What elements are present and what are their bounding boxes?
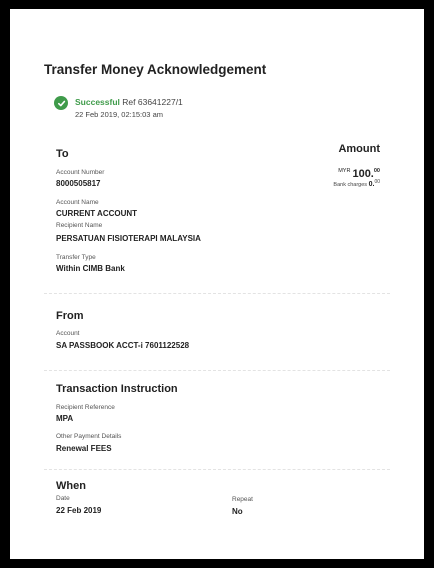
from-heading: From <box>56 310 84 322</box>
repeat-label: Repeat <box>232 496 253 503</box>
acknowledgement-page <box>10 9 424 559</box>
section-divider <box>44 469 390 470</box>
recipient-reference-label: Recipient Reference <box>56 404 115 411</box>
date-value: 22 Feb 2019 <box>56 506 102 515</box>
transfer-type-label: Transfer Type <box>56 254 96 261</box>
to-heading: To <box>56 148 69 160</box>
when-heading: When <box>56 480 86 492</box>
recipient-reference-value: MPA <box>56 414 74 423</box>
status-line <box>75 97 183 107</box>
instruction-heading: Transaction Instruction <box>56 383 178 395</box>
account-number-label: Account Number <box>56 169 105 176</box>
repeat-value: No <box>232 507 243 516</box>
bank-charges <box>333 179 380 188</box>
amount-heading: Amount <box>338 143 380 155</box>
section-divider <box>44 370 390 371</box>
bank-charges-cents: 00 <box>374 179 380 185</box>
from-account-label: Account <box>56 330 80 337</box>
other-details-label: Other Payment Details <box>56 433 122 440</box>
other-details-value: Renewal FEES <box>56 444 112 453</box>
transfer-type-value: Within CIMB Bank <box>56 264 125 273</box>
bank-charges-whole: 0. <box>368 180 375 188</box>
account-name-value: CURRENT ACCOUNT <box>56 209 138 218</box>
status-label: Successful <box>75 97 120 107</box>
amount-currency: MYR <box>338 168 351 174</box>
amount-cents: 00 <box>373 168 380 174</box>
account-number-value: 8000505817 <box>56 179 101 188</box>
recipient-name-value: PERSATUAN FISIOTERAPI MALAYSIA <box>56 234 201 243</box>
account-name-label: Account Name <box>56 199 99 206</box>
from-account-value: SA PASSBOOK ACCT-i 7601122528 <box>56 341 190 350</box>
ref-prefix: Ref <box>122 97 136 107</box>
status-datetime: 22 Feb 2019, 02:15:03 am <box>75 110 163 119</box>
date-label: Date <box>56 495 70 502</box>
reference-number: 63641227/1 <box>137 97 183 107</box>
section-divider <box>44 293 390 294</box>
bank-charges-label: Bank charges <box>333 181 368 188</box>
amount-whole: 100. <box>352 168 374 180</box>
page-title: Transfer Money Acknowledgement <box>44 62 267 77</box>
checkmark-glyph <box>57 99 66 108</box>
check-circle-icon <box>54 96 68 110</box>
recipient-name-label: Recipient Name <box>56 222 103 229</box>
